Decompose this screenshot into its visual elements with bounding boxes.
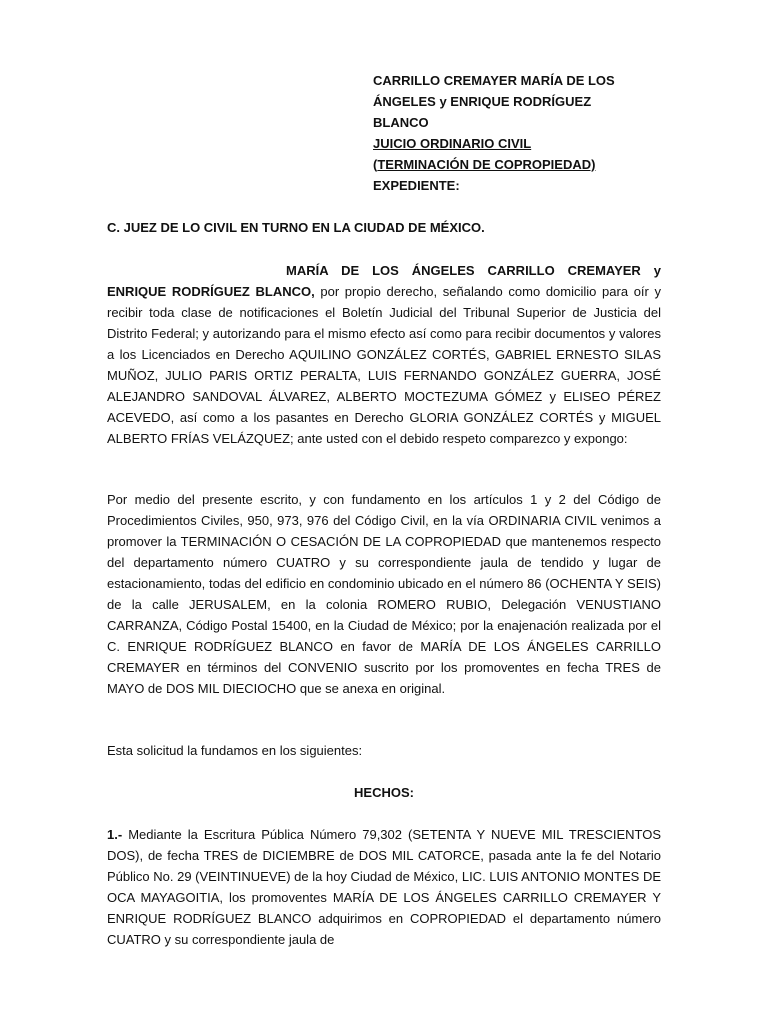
juicio-label: JUICIO ORDINARIO CIVIL [373, 136, 532, 151]
intro-parties: MARÍA DE LOS ÁNGELES CARRILLO CREMAYER y ENRIQUE RODRÍGUEZ BLANCO, [107, 263, 661, 299]
caption-expediente: EXPEDIENTE: [373, 178, 460, 193]
addressee: C. JUEZ DE LO CIVIL EN TURNO EN LA CIUDAD DE MÉXICO. [107, 220, 485, 235]
intro-text: por propio derecho, señalando como domicilio para oír y recibir toda clase de notificaciones el Boletín Judicial del Tribunal Superior de Justicia del Distrito Federal; y autorizando para el mismo efecto así como para recibir documentos y valores a los Licenciados en Derecho AQUILINO GONZÁLEZ CORTÉS, GABRIEL ERNESTO SILAS MUÑOZ, JULIO PARIS ORTIZ PERALTA, LUIS FERNANDO GONZÁLEZ GUERRA, JOSÉ ALEJANDRO SANDOVAL ÁLVAREZ, ALBERTO MOCTEZUMA GÓMEZ y ELISEO PÉREZ ACEVEDO, así como a los pasantes en Derecho GLORIA GONZÁLEZ CORTÉS y MIGUEL ALBERTO FRÍAS VELÁZQUEZ; ante usted con el debido respeto comparezco y expongo: [107, 284, 661, 446]
caption-terminacion [373, 154, 673, 175]
case-caption [373, 70, 673, 196]
hecho-1-text: Mediante la Escritura Pública Número 79,302 (SETENTA Y NUEVE MIL TRESCIENTOS DOS), de fecha TRES de DICIEMBRE de DOS MIL CATORCE, pasada ante la fe del Notario Público No. 29 (VEINTINUEVE) de la hoy Ciudad de México, LIC. LUIS ANTONIO MONTES DE OCA MAYAGOITIA, los promoventes MARÍA DE LOS ÁNGELES CARRILLO CREMAYER Y ENRIQUE RODRÍGUEZ BLANCO adquirimos en COPROPIEDAD el departamento número CUATRO y su correspondiente jaula de [107, 827, 661, 947]
hecho-1-number: 1.- [107, 827, 123, 842]
caption-line-2: ÁNGELES y ENRIQUE RODRÍGUEZ [373, 94, 592, 109]
hechos-heading: HECHOS: [354, 785, 414, 800]
caption-line-3: BLANCO [373, 115, 429, 130]
hecho-1-paragraph [107, 824, 661, 950]
caption-line-1: CARRILLO CREMAYER MARÍA DE LOS [373, 73, 615, 88]
caption-juicio [373, 133, 673, 154]
paren-open: ( [373, 157, 378, 172]
solicitud-paragraph: Esta solicitud la fundamos en los siguientes: [107, 743, 363, 758]
medio-paragraph: Por medio del presente escrito, y con fundamento en los artículos 1 y 2 del Código de Procedimientos Civiles, 950, 973, 976 del Código Civil, en la vía ORDINARIA CIVIL venimos a promover la TERMINACIÓN O CESACIÓN DE LA COPROPIEDAD que mantenemos respecto del departamento número CUATRO y su correspondiente jaula de tendido y lugar de estacionamiento, todas del edificio en condominio ubicado en el número 86 (OCHENTA Y SEIS) de la calle JERUSALEM, en la colonia ROMERO RUBIO, Delegación VENUSTIANO CARRANZA, Código Postal 15400, en la Ciudad de México; por la enajenación realizada por el C. ENRIQUE RODRÍGUEZ BLANCO en favor de MARÍA DE LOS ÁNGELES CARRILLO CREMAYER en términos del CONVENIO suscrito por los promoventes en fecha TRES de MAYO de DOS MIL DIECIOCHO que se anexa en original. [107, 492, 661, 696]
intro-paragraph [107, 260, 661, 449]
terminacion-label: TERMINACIÓN DE COPROPIEDAD) [377, 157, 596, 172]
